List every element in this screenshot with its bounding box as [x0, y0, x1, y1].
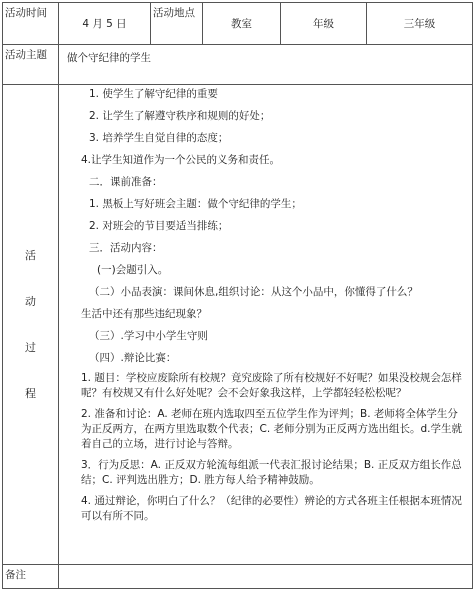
grade-label: 年级	[281, 3, 367, 45]
content-line: （三）.学习中小学生守则	[89, 330, 208, 342]
debate-paragraph: 3．行为反思：A. 正反双方轮流每组派一代表汇报讨论结果；B. 正反双方组长作总结；C. 评判选出胜方；D. 胜方每人给予精神鼓励。	[81, 459, 462, 486]
content-line: 生活中还有那些违纪现象？	[81, 308, 207, 320]
debate-paragraph: 4. 通过辩论，你明白了什么？（纪律的必要性）辨论的方式各班主任根据本班情况可以有所不同。	[81, 495, 462, 522]
content-line: （二）小品表演：课间休息,组织讨论：从这个小品中，你懂得了什么？	[89, 286, 418, 298]
header-row	[3, 3, 473, 45]
content-line: （四）.辩论比赛：	[89, 352, 177, 364]
objective-line: 1. 使学生了解守纪律的重要	[89, 88, 218, 100]
section-heading: 二．课前准备：	[89, 176, 163, 188]
remarks-value	[59, 565, 473, 589]
objective-line: 4.让学生知道作为一个公民的义务和责任。	[81, 154, 281, 166]
topic-row	[3, 45, 473, 85]
activity-plan-table	[2, 2, 473, 589]
place-value: 教室	[203, 3, 281, 45]
process-label-char: 动	[25, 294, 36, 308]
time-label: 活动时间	[3, 3, 59, 45]
objective-line: 3. 培养学生自觉自律的态度；	[89, 132, 229, 144]
process-row	[3, 85, 473, 565]
place-label: 活动地点	[151, 3, 203, 45]
debate-paragraph: 2. 准备和讨论：A. 老师在班内选取四至五位学生作为评判；B. 老师将全体学生分为正反两方，在两方里选取数个代表；C. 老师分别为正反两方选出组长。d.学生就着自己的立场，进行讨论与答辩。	[81, 408, 463, 450]
process-content	[59, 85, 473, 565]
topic-value: 做个守纪律的学生	[59, 45, 473, 85]
process-label-char: 过	[25, 340, 36, 354]
prep-line: 1. 黑板上写好班会主题：做个守纪律的学生；	[89, 198, 302, 210]
remarks-label: 备注	[3, 565, 59, 589]
process-label	[3, 85, 59, 565]
topic-label: 活动主题	[3, 45, 59, 85]
process-label-char: 程	[25, 386, 36, 400]
prep-line: 2. 对班会的节目要适当排练；	[89, 220, 229, 232]
section-heading: 三．活动内容：	[89, 242, 163, 254]
remarks-row	[3, 565, 473, 589]
process-label-char: 活	[25, 248, 36, 262]
grade-value: 三年级	[367, 3, 473, 45]
date-value: 4 月 5 日	[59, 3, 151, 45]
objective-line: 2. 让学生了解遵守秩序和规则的好处；	[89, 110, 271, 122]
debate-paragraph: 1. 题目：学校应废除所有校规？竟究废除了所有校规好不好呢？如果没校规会怎样呢？有校规又有什么好处呢？会不会好象我这样，上学都轻轻松松呢？	[81, 372, 462, 399]
content-line: (一)会题引入。	[97, 264, 169, 276]
